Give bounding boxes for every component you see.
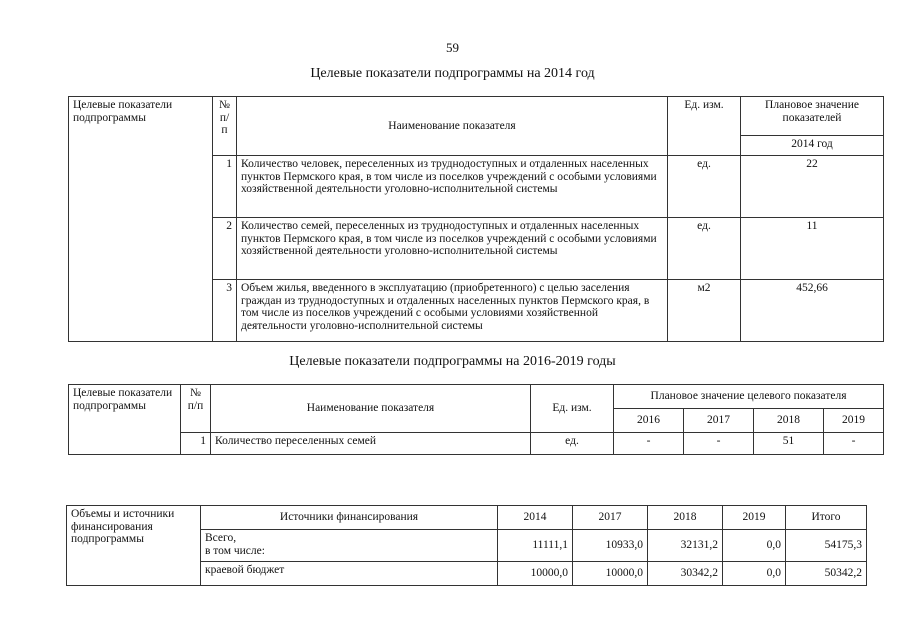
row-total: 50342,2 bbox=[786, 562, 867, 586]
section2-title: Целевые показатели подпрограммы на 2016-2019 годы bbox=[289, 354, 616, 369]
row-source: краевой бюджет bbox=[201, 562, 498, 586]
header-year: 2016 bbox=[614, 409, 684, 433]
header-total: Итого bbox=[786, 506, 867, 530]
row-value: - bbox=[684, 433, 754, 455]
header-year: 2019 bbox=[824, 409, 884, 433]
row-value: 10000,0 bbox=[498, 562, 573, 586]
header-year: 2017 bbox=[684, 409, 754, 433]
row-value: 51 bbox=[754, 433, 824, 455]
row-value: 11111,1 bbox=[498, 530, 573, 562]
row-value: 32131,2 bbox=[648, 530, 723, 562]
row-unit: ед. bbox=[668, 218, 741, 280]
row-unit: м2 bbox=[668, 280, 741, 342]
page-number: 59 bbox=[446, 40, 459, 55]
targets-2016-2019-table bbox=[68, 384, 884, 455]
header-year: 2019 bbox=[723, 506, 786, 530]
header-year: 2014 год bbox=[741, 136, 884, 156]
header-plan: Плановое значение показателей bbox=[741, 97, 884, 136]
row-value: 452,66 bbox=[741, 280, 884, 342]
financing-table bbox=[66, 505, 867, 586]
row-value: 10000,0 bbox=[573, 562, 648, 586]
header-year: 2014 bbox=[498, 506, 573, 530]
row-num: 1 bbox=[181, 433, 211, 455]
row-unit: ед. bbox=[668, 156, 741, 218]
row-num: 3 bbox=[213, 280, 237, 342]
table-row bbox=[69, 433, 884, 455]
header-name: Наименование показателя bbox=[237, 97, 668, 156]
header-source: Источники финансирования bbox=[201, 506, 498, 530]
row-value: - bbox=[824, 433, 884, 455]
row-total: 54175,3 bbox=[786, 530, 867, 562]
row-value: - bbox=[614, 433, 684, 455]
row-value: 30342,2 bbox=[648, 562, 723, 586]
header-unit: Ед. изм. bbox=[668, 97, 741, 156]
side-label: Целевые показатели подпрограммы bbox=[69, 385, 181, 455]
row-value: 10933,0 bbox=[573, 530, 648, 562]
row-num: 1 bbox=[213, 156, 237, 218]
header-num: № п/п bbox=[213, 97, 237, 156]
row-name: Количество семей, переселенных из труднодоступных и отдаленных населенных пунктов Пермского края, в том числе из поселков учреждений с особыми условиями хозяйственной деятельности уголовно-исполнительной системы bbox=[237, 218, 668, 280]
header-num: № п/п bbox=[181, 385, 211, 433]
header-year: 2017 bbox=[573, 506, 648, 530]
row-num: 2 bbox=[213, 218, 237, 280]
section1-title: Целевые показатели подпрограммы на 2014 год bbox=[310, 66, 595, 81]
row-name: Количество переселенных семей bbox=[211, 433, 531, 455]
row-name: Объем жилья, введенного в эксплуатацию (приобретенного) с целью заселения граждан из труднодоступных и отдаленных населенных пунктов Пермского края, в том числе из поселков учреждений с особыми условиями хозяйственной деятельности уголовно-исполнительной системы bbox=[237, 280, 668, 342]
row-source: Всего, в том числе: bbox=[201, 530, 498, 562]
row-value: 0,0 bbox=[723, 562, 786, 586]
header-plan: Плановое значение целевого показателя bbox=[614, 385, 884, 409]
side-label: Целевые показатели подпрограммы bbox=[69, 97, 213, 342]
side-label: Объемы и источники финансирования подпрограммы bbox=[67, 506, 201, 586]
row-value: 11 bbox=[741, 218, 884, 280]
row-value: 0,0 bbox=[723, 530, 786, 562]
row-unit: ед. bbox=[531, 433, 614, 455]
row-value: 22 bbox=[741, 156, 884, 218]
header-name: Наименование показателя bbox=[211, 385, 531, 433]
header-year: 2018 bbox=[648, 506, 723, 530]
header-unit: Ед. изм. bbox=[531, 385, 614, 433]
header-year: 2018 bbox=[754, 409, 824, 433]
row-name: Количество человек, переселенных из труднодоступных и отдаленных населенных пунктов Пермского края, в том числе из поселков учреждений с особыми условиями хозяйственной деятельности уголовно-исполнительной системы bbox=[237, 156, 668, 218]
targets-2014-table bbox=[68, 96, 884, 342]
